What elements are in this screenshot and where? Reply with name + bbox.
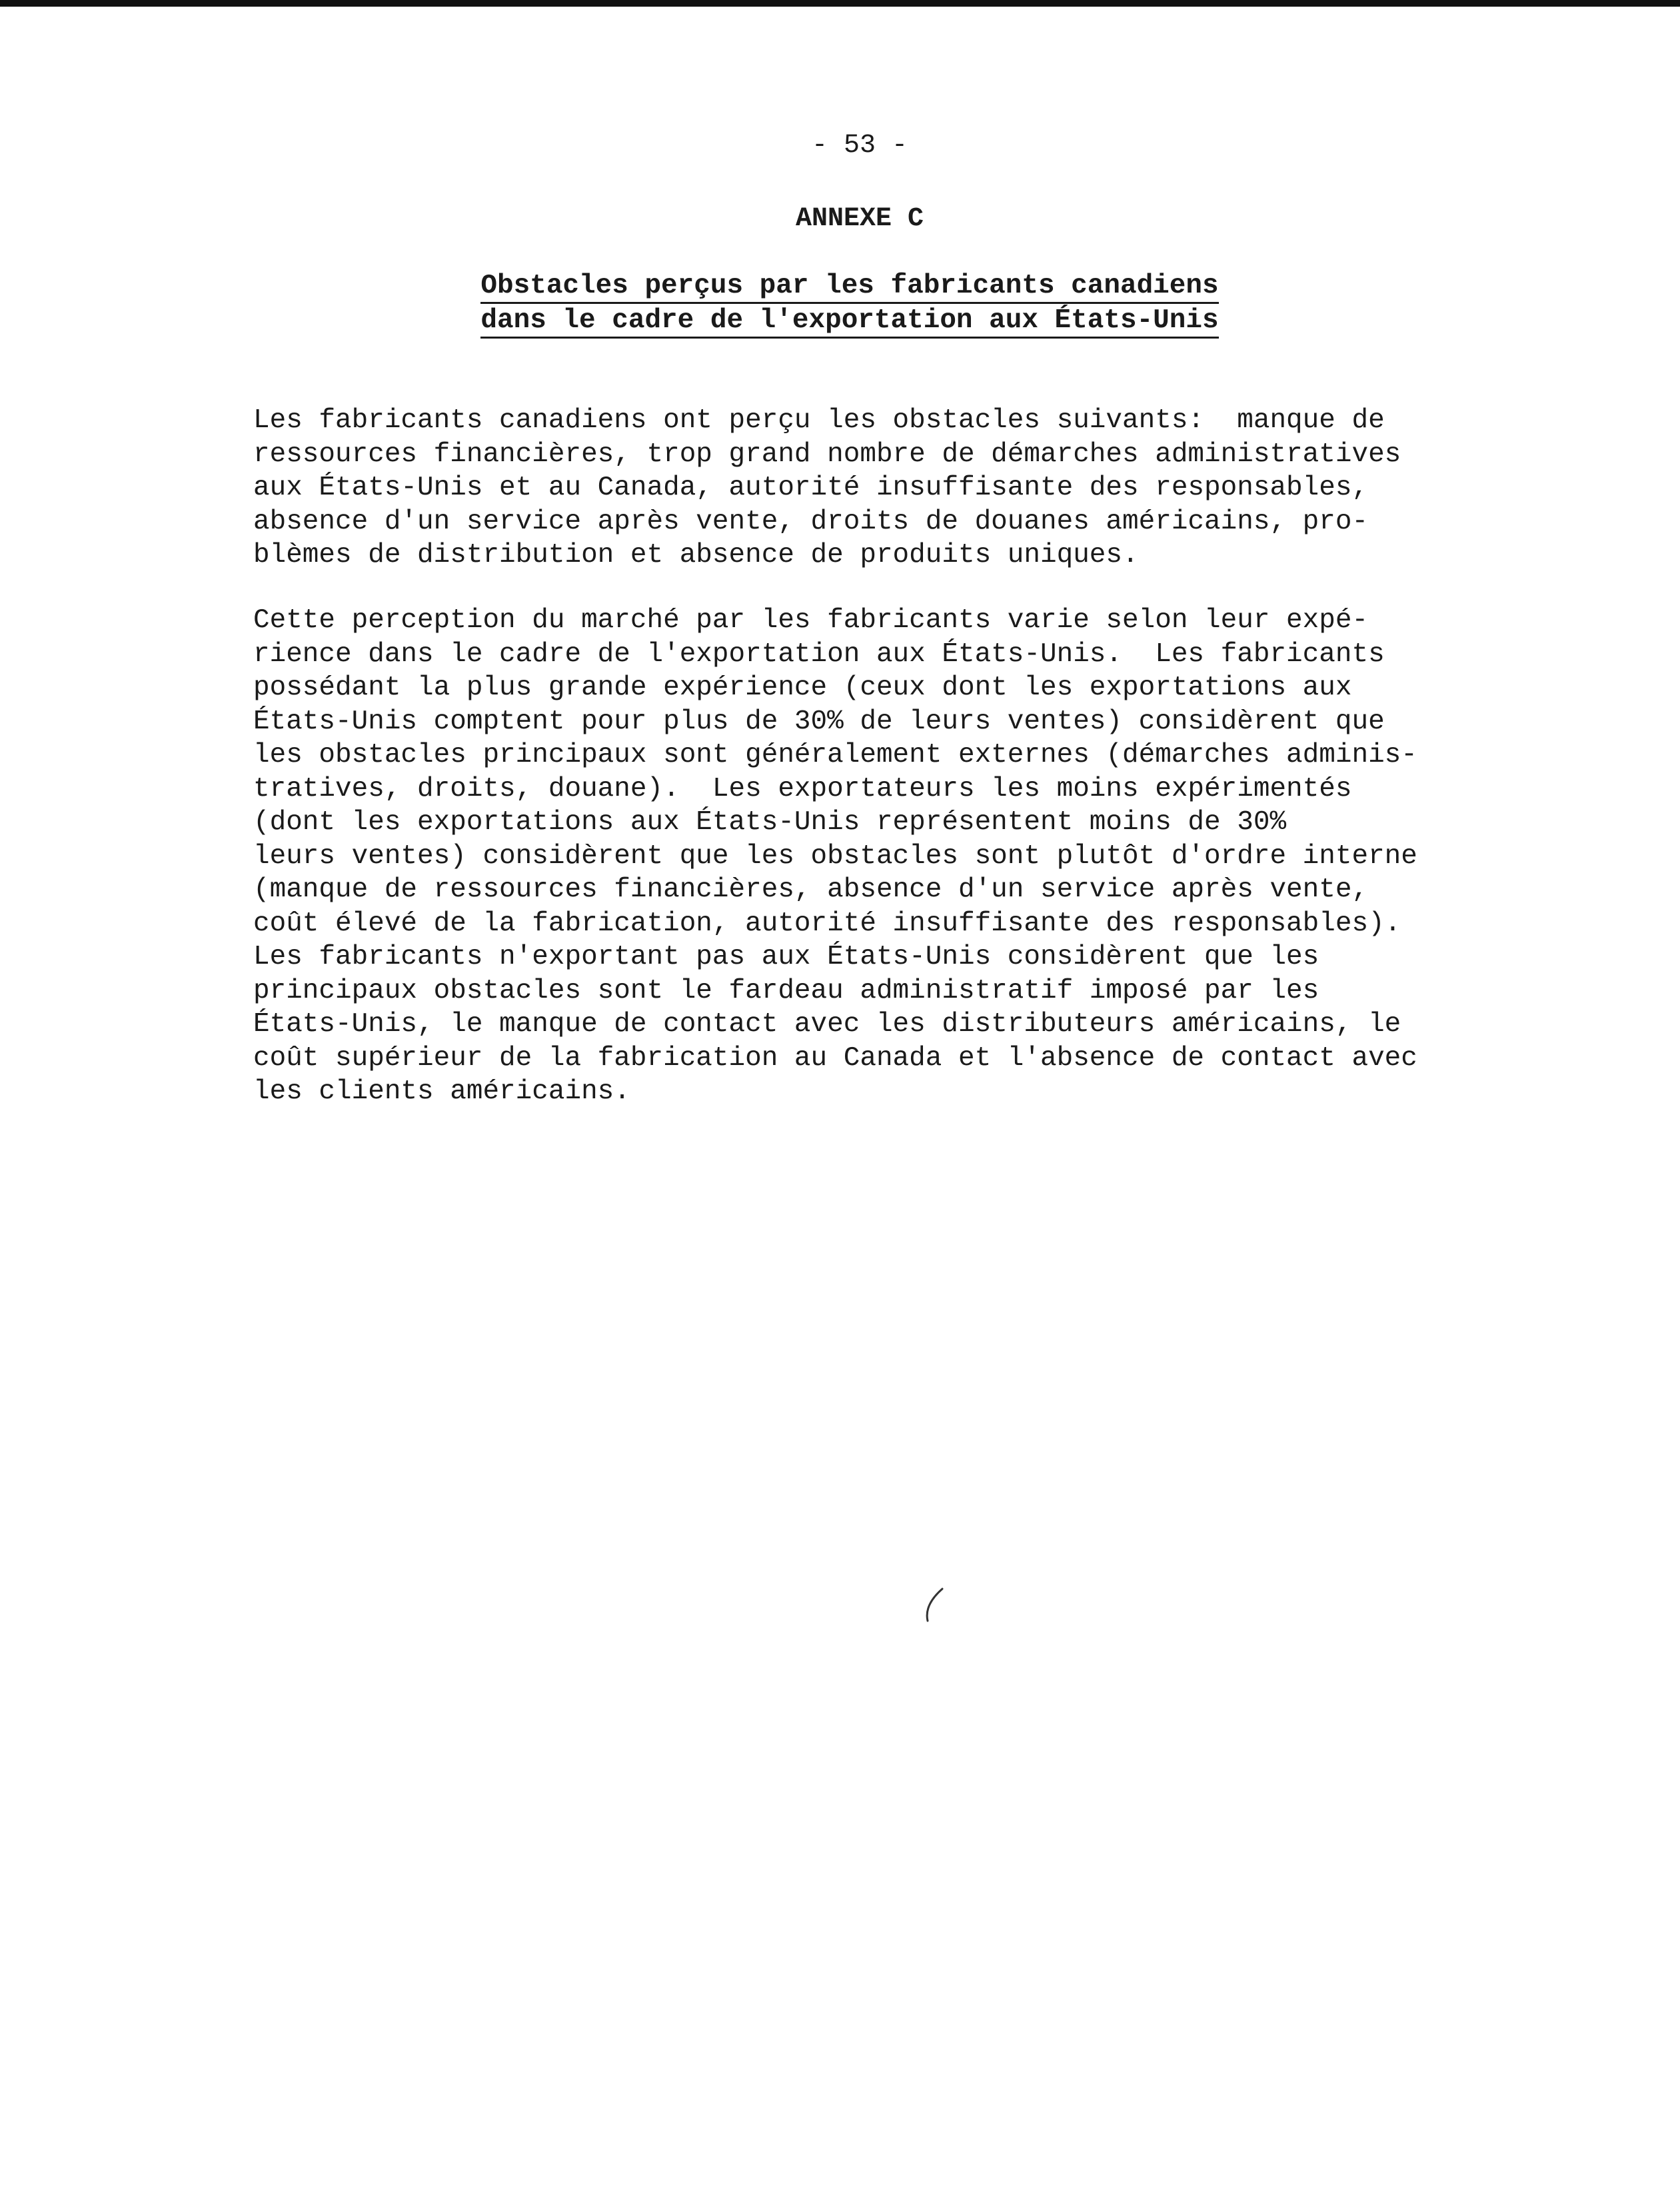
paragraph-line: Les fabricants canadiens ont perçu les obstacles suivants: manque de: [253, 405, 1385, 436]
paragraph-2: [253, 604, 1466, 1109]
annex-title: ANNEXE C: [795, 204, 924, 234]
paragraph-line: les obstacles principaux sont généralement externes (démarches adminis-: [253, 740, 1417, 770]
scan-top-edge: [0, 0, 1680, 7]
paragraph-line: les clients américains.: [253, 1076, 630, 1107]
heading-line-2: dans le cadre de l'exportation aux États-Unis: [480, 305, 1218, 339]
paragraph-line: blèmes de distribution et absence de produits uniques.: [253, 540, 1139, 570]
paragraph-line: aux États-Unis et au Canada, autorité insuffisante des responsables,: [253, 473, 1369, 503]
paragraph-line: États-Unis, le manque de contact avec les distributeurs américains, le: [253, 1009, 1401, 1040]
paragraph-line: coût supérieur de la fabrication au Canada et l'absence de contact avec: [253, 1042, 1417, 1074]
paragraph-line: Cette perception du marché par les fabricants varie selon leur expé-: [253, 605, 1369, 636]
paragraph-line: ressources financières, trop grand nombre de démarches administratives: [253, 439, 1401, 470]
paragraph-line: absence d'un service après vente, droits de douanes américains, pro-: [253, 506, 1369, 537]
paragraph-1: [253, 404, 1466, 572]
paragraph-line: possédant la plus grande expérience (ceux dont les exportations aux: [253, 672, 1352, 703]
paragraph-line: coût élevé de la fabrication, autorité insuffisante des responsables).: [253, 908, 1401, 939]
paragraph-line: (dont les exportations aux États-Unis représentent moins de 30%: [253, 807, 1287, 838]
paragraph-line: tratives, droits, douane). Les exportateurs les moins expérimentés: [253, 773, 1352, 804]
page-number: - 53 -: [811, 131, 908, 161]
section-heading: [466, 269, 1233, 339]
paragraph-line: leurs ventes) considèrent que les obstacles sont plutôt d'ordre interne: [253, 840, 1417, 872]
paragraph-line: rience dans le cadre de l'exportation aux États-Unis. Les fabricants: [253, 638, 1385, 670]
paragraph-line: États-Unis comptent pour plus de 30% de leurs ventes) considèrent que: [253, 706, 1385, 737]
pen-stroke-mark: [920, 1586, 946, 1633]
paragraph-line: principaux obstacles sont le fardeau administratif imposé par les: [253, 975, 1319, 1006]
heading-line-1: Obstacles perçus par les fabricants canadiens: [480, 270, 1218, 304]
paragraph-line: (manque de ressources financières, absence d'un service après vente,: [253, 874, 1369, 905]
paragraph-line: Les fabricants n'exportant pas aux États-Unis considèrent que les: [253, 942, 1319, 972]
